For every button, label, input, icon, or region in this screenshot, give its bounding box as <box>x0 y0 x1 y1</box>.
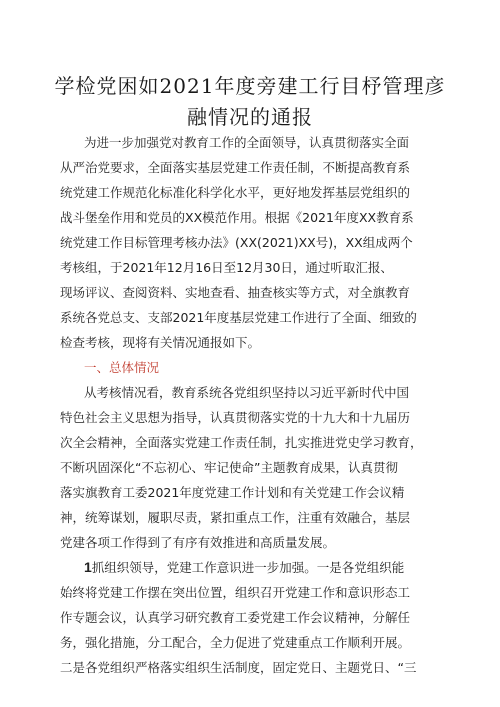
section-heading: 一、总体情况 <box>84 360 160 375</box>
paragraph-line: 考核组，于2021年12月16日至12月30日，通过听取汇报、 <box>60 260 393 275</box>
paragraph-line: 检查考核，现将有关情况通报如下。 <box>60 335 261 350</box>
paragraph-line: 党建各项工作得到了有序有效推进和高质量发展。 <box>60 535 336 550</box>
paragraph-line: 作专题会议，认真学习研究教育工委党建工作会议精神，分解任 <box>60 610 411 625</box>
item-number: 1 <box>84 559 92 575</box>
paragraph-line: 次全会精神，全面落实党建工作责任制，扎实推进党史学习教育， <box>60 435 423 450</box>
numbered-paragraph-text: 抓组织领导，党建工作意识进一步加强。一是各党组织能 <box>91 560 405 575</box>
paragraph-line: 战斗堡垒作用和党员的XX模范作用。根据《2021年度XX教育系 <box>60 210 414 225</box>
paragraph-line: 不断巩固深化“不忘初心、牢记使命”主题教育成果，认真贯彻 <box>60 460 398 475</box>
paragraph-line: 系统各党总支、支部2021年度基层党建工作进行了全面、细致的 <box>60 310 417 325</box>
paragraph-line: 落实旗教育工委2021年度党建工作计划和有关党建工作会议精 <box>60 485 405 500</box>
paragraph-line: 统党建工作规范化标准化科学化水平，更好地发挥基层党组织的 <box>60 185 411 200</box>
document-title-line-2: 融情况的通报 <box>187 105 313 129</box>
paragraph-line: 二是各党组织严格落实组织生活制度，固定党日、主题党日、“三 <box>60 660 417 675</box>
numbered-paragraph-line <box>84 555 404 580</box>
document-title-line-1: 学检党困如2021年度旁建工行目杼管理彦 <box>54 74 446 98</box>
paragraph-line: 始终将党建工作摆在突出位置，组织召开党建工作和意识形态工 <box>60 585 411 600</box>
paragraph-line: 从严治党要求，全面落实基层党建工作责任制，不断提高教育系 <box>60 160 411 175</box>
paragraph-line: 统党建工作目标管理考核办法》(XX(2021)XX号)，XX组成两个 <box>60 235 413 250</box>
paragraph-line: 为进一步加强党对教育工作的全面领导，认真贯彻落实全面 <box>84 135 410 150</box>
paragraph-line: 特色社会主义思想为指导，认真贯彻落实党的十九大和十九届历 <box>60 410 411 425</box>
paragraph-line: 务，强化措施，分工配合，全力促进了党建重点工作顺利开展。 <box>60 635 411 650</box>
paragraph-line: 神，统筹谋划，履职尽责，紧扣重点工作，注重有效融合，基层 <box>60 510 411 525</box>
paragraph-line: 现场评议、查阅资料、实地查看、抽查核实等方式，对全旗教育 <box>60 285 411 300</box>
paragraph-line: 从考核情况看，教育系统各党组织坚持以习近平新时代中国 <box>84 385 410 400</box>
